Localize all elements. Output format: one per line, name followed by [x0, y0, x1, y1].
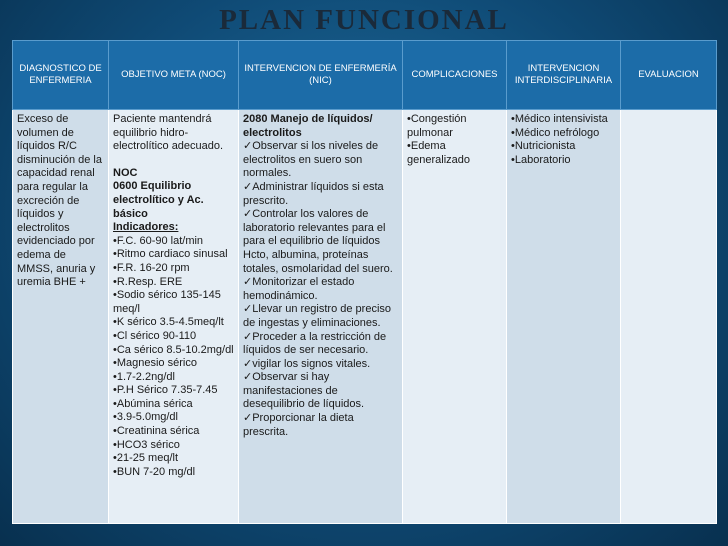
intervencion-item: ✓Proceder a la restricción de líquidos de ser necesario. — [243, 330, 387, 357]
noc-label: NOC — [113, 166, 138, 179]
intervencion-list — [243, 140, 398, 439]
interdisciplinaria-list — [511, 113, 616, 167]
indicador-item: •Ritmo cardiaco sinusal — [113, 248, 228, 261]
intervencion-item: ✓Monitorizar el estado hemodinámico. — [243, 276, 355, 302]
indicador-item: •Abúmina sérica — [113, 397, 193, 410]
table-header-row — [13, 41, 717, 110]
cell-interdisciplinaria — [507, 110, 621, 524]
complicacion-item: •Congestión pulmonar — [407, 113, 467, 139]
intervencion-item: ✓Llevar un registro de preciso de ingestas y eliminaciones. — [243, 303, 392, 329]
header-complicaciones: COMPLICACIONES — [403, 41, 507, 110]
cell-evaluacion — [621, 110, 717, 524]
page-title: PLAN FUNCIONAL — [219, 4, 509, 36]
header-diagnostico: DIAGNOSTICO DE ENFERMERIA — [13, 41, 109, 110]
indicador-item: •Creatinina sérica — [113, 425, 200, 438]
indicador-item: •3.9-5.0mg/dl — [113, 411, 178, 424]
cell-diagnostico — [13, 110, 109, 524]
indicador-item: •Cl sérico 90-110 — [113, 329, 197, 342]
cell-complicaciones — [403, 110, 507, 524]
complicaciones-list — [407, 113, 502, 167]
intervencion-item: ✓vigilar los signos vitales. — [243, 357, 371, 370]
diagnostico-text: Exceso de volumen de líquidos R/C disminución de la capacidad renal para regular la excreción de líquidos y electrolitos evidenciado por edema de MMSS, anuria y uremia BHE + — [17, 113, 102, 289]
indicadores-label: Indicadores: — [113, 221, 179, 234]
indicador-item: •BUN 7-20 mg/dl — [113, 465, 196, 478]
interdisciplinaria-item: •Nutricionista — [511, 140, 576, 153]
cell-objetivo — [109, 110, 239, 524]
indicador-item: •Sodio sérico 135-145 meq/l — [113, 289, 221, 315]
header-objetivo: OBJETIVO META (NOC) — [109, 41, 239, 110]
header-intervencion: INTERVENCION DE ENFERMERÍA (NIC) — [239, 41, 403, 110]
indicador-item: •1.7-2.2ng/dl — [113, 370, 175, 383]
intervencion-item: ✓Observar si los niveles de electrolitos en suero son normales. — [243, 140, 379, 180]
indicador-item: •21-25 meq/lt — [113, 452, 178, 465]
indicador-item: •F.C. 60-90 lat/min — [113, 234, 204, 247]
noc-title: 0600 Equilibrio electrolítico y Ac. básico — [113, 180, 204, 220]
plan-table — [12, 40, 717, 524]
indicador-item: •R.Resp. ERE — [113, 275, 183, 288]
interdisciplinaria-item: •Médico intensivista — [511, 113, 608, 125]
intervencion-item: ✓Proporcionar la dieta prescrita. — [243, 412, 354, 438]
indicadores-list — [113, 235, 234, 480]
header-interdisciplinaria: INTERVENCION INTERDISCIPLINARIA — [507, 41, 621, 110]
intervencion-item: ✓Observar si hay manifestaciones de desequilibrio de líquidos. — [243, 371, 365, 411]
intervencion-item: ✓Controlar los valores de laboratorio relevantes para el para el equilibrio de líquidos Hcto, albumina, proteínas totales, osmolaridad del suero. — [243, 208, 393, 275]
header-evaluacion: EVALUACION — [621, 41, 717, 110]
interdisciplinaria-item: •Laboratorio — [511, 153, 571, 166]
interdisciplinaria-item: •Médico nefrólogo — [511, 126, 600, 139]
complicacion-item: •Edema generalizado — [407, 140, 470, 166]
intervencion-title: 2080 Manejo de líquidos/ electrolitos — [243, 113, 373, 139]
intervencion-item: ✓Administrar líquidos si esta prescrito. — [243, 180, 384, 207]
table-row — [13, 110, 717, 524]
indicador-item: •F.R. 16-20 rpm — [113, 261, 190, 274]
cell-intervencion — [239, 110, 403, 524]
indicador-item: •Magnesio sérico — [113, 357, 197, 370]
objetivo-intro: Paciente mantendrá equilibrio hidro-electrolítico adecuado. — [113, 113, 224, 153]
indicador-item: •HCO3 sérico — [113, 438, 180, 451]
indicador-item: •P.H Sérico 7.35-7.45 — [113, 384, 218, 397]
indicador-item: •K sérico 3.5-4.5meq/lt — [113, 316, 224, 329]
indicador-item: •Ca sérico 8.5-10.2mg/dl — [113, 343, 234, 356]
